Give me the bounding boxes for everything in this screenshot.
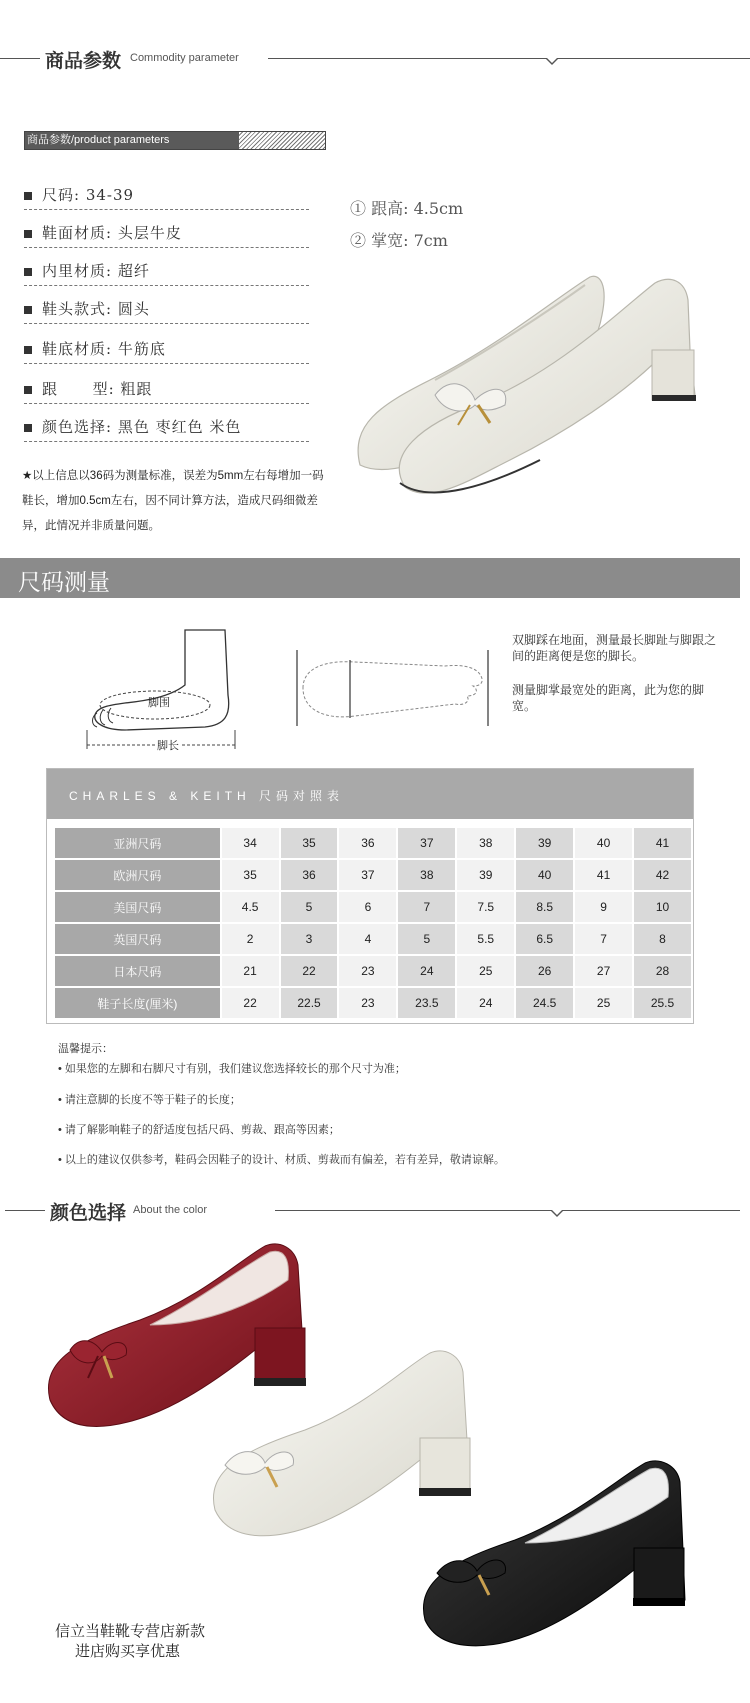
- param-label: 鞋底材质: 牛筋底: [42, 340, 166, 358]
- size-cell: 9: [575, 892, 632, 922]
- size-row-header: 鞋子长度(厘米): [55, 988, 220, 1018]
- size-cell: 27: [575, 956, 632, 986]
- size-cell: 35: [222, 860, 279, 890]
- size-cell: 36: [339, 828, 396, 858]
- size-cell: 24.5: [516, 988, 573, 1018]
- size-chart-table: [53, 826, 693, 1020]
- size-cell: 39: [516, 828, 573, 858]
- size-cell: 41: [575, 860, 632, 890]
- size-cell: 22: [281, 956, 338, 986]
- cream-shoes-pair-image: [340, 255, 730, 505]
- section-title: 商品参数: [45, 50, 122, 72]
- size-cell: 2: [222, 924, 279, 954]
- size-row: [55, 956, 691, 986]
- header-line-right: [275, 1210, 740, 1211]
- section-subtitle: About the color: [133, 1204, 207, 1216]
- size-cell: 40: [516, 860, 573, 890]
- size-cell: 39: [457, 860, 514, 890]
- tip-item: • 如果您的左脚和右脚尺寸有别，我们建议您选择较长的那个尺寸为准；: [58, 1063, 406, 1075]
- size-cell: 7: [398, 892, 455, 922]
- size-cell: 26: [516, 956, 573, 986]
- size-cell: 28: [634, 956, 691, 986]
- param-row-heel: [24, 374, 309, 404]
- size-chart-title: CHARLES & KEITH 尺码对照表: [69, 789, 345, 803]
- param-row-size: [24, 180, 309, 210]
- size-chart: [46, 768, 694, 1024]
- header-notch-inner: [551, 1209, 563, 1215]
- bullet-square-icon: [24, 306, 32, 314]
- measure-instruction-width: 测量脚掌最宽处的距离，此为您的脚宽。: [512, 683, 705, 713]
- bullet-square-icon: [24, 346, 32, 354]
- size-cell: 37: [398, 828, 455, 858]
- header-line-left: [0, 58, 40, 59]
- size-cell: 22: [222, 988, 279, 1018]
- promo-line-2: 进店购买享优惠: [75, 1643, 181, 1660]
- size-cell: 8.5: [516, 892, 573, 922]
- param-row-sole: [24, 334, 309, 364]
- size-cell: 6: [339, 892, 396, 922]
- tips-title: 温馨提示：: [58, 1043, 113, 1055]
- param-label-bar: [24, 131, 326, 150]
- size-cell: 22.5: [281, 988, 338, 1018]
- size-cell: 5.5: [457, 924, 514, 954]
- size-cell: 34: [222, 828, 279, 858]
- param-bar-hatch: [239, 132, 325, 149]
- param-label: 内里材质: 超纤: [42, 262, 150, 280]
- header-notch-inner: [546, 57, 558, 63]
- size-row: [55, 924, 691, 954]
- size-cell: 25.5: [634, 988, 691, 1018]
- size-cell: 25: [457, 956, 514, 986]
- foot-length-label: 脚长: [155, 737, 181, 753]
- foot-side-illustration: [85, 625, 255, 755]
- size-row: [55, 860, 691, 890]
- black-shoe-image: [415, 1455, 715, 1655]
- size-cell: 7: [575, 924, 632, 954]
- size-row-header: 欧洲尺码: [55, 860, 220, 890]
- param-row-lining: [24, 256, 309, 286]
- size-row-header: 美国尺码: [55, 892, 220, 922]
- param-bar-label: 商品参数/product parameters: [25, 132, 239, 149]
- size-row: [55, 828, 691, 858]
- bullet-square-icon: [24, 424, 32, 432]
- size-chart-header: [47, 769, 693, 819]
- tip-item: • 以上的建议仅供参考，鞋码会因鞋子的设计、材质、剪裁而有偏差，若有差异，敬请谅解。: [58, 1154, 505, 1166]
- param-label: 尺码: 34-39: [42, 186, 135, 204]
- banner-title: 尺码测量: [18, 570, 110, 596]
- sole-width: ② 掌宽: 7cm: [350, 231, 448, 250]
- size-cell: 8: [634, 924, 691, 954]
- param-row-color: [24, 412, 309, 442]
- size-cell: 7.5: [457, 892, 514, 922]
- size-cell: 5: [281, 892, 338, 922]
- tip-item: • 请注意脚的长度不等于鞋子的长度；: [58, 1094, 241, 1106]
- bullet-square-icon: [24, 386, 32, 394]
- section-title: 颜色选择: [50, 1202, 127, 1224]
- tip-item: • 请了解影响鞋子的舒适度包括尺码、剪裁、跟高等因素；: [58, 1124, 340, 1136]
- size-cell: 6.5: [516, 924, 573, 954]
- size-cell: 23: [339, 988, 396, 1018]
- section-subtitle: Commodity parameter: [130, 52, 239, 64]
- param-row-toe: [24, 294, 309, 324]
- size-row: [55, 892, 691, 922]
- size-cell: 42: [634, 860, 691, 890]
- size-cell: 23: [339, 956, 396, 986]
- size-cell: 37: [339, 860, 396, 890]
- param-label: 鞋面材质: 头层牛皮: [42, 224, 182, 242]
- bullet-square-icon: [24, 268, 32, 276]
- bullet-square-icon: [24, 192, 32, 200]
- heel-height: ① 跟高: 4.5cm: [350, 199, 464, 218]
- size-cell: 24: [398, 956, 455, 986]
- param-label: 鞋头款式: 圆头: [42, 300, 150, 318]
- section-header-color: [0, 1190, 750, 1230]
- size-row: [55, 988, 691, 1018]
- size-cell: 5: [398, 924, 455, 954]
- param-label: 跟 型: 粗跟: [42, 380, 153, 398]
- size-cell: 36: [281, 860, 338, 890]
- size-measure-banner: [0, 558, 740, 598]
- size-cell: 24: [457, 988, 514, 1018]
- header-line-left: [5, 1210, 45, 1211]
- header-line-right: [268, 58, 750, 59]
- bullet-square-icon: [24, 230, 32, 238]
- size-cell: 41: [634, 828, 691, 858]
- size-row-header: 亚洲尺码: [55, 828, 220, 858]
- size-cell: 40: [575, 828, 632, 858]
- param-label: 颜色选择: 黑色 枣红色 米色: [42, 418, 242, 436]
- measurement-note: ★以上信息以36码为测量标准，误差为5mm左右每增加一码鞋长，增加0.5cm左右，因不同计算方法，造成尺码细微差异，此情况并非质量问题。: [22, 470, 324, 532]
- size-cell: 38: [398, 860, 455, 890]
- measure-instruction-length: 双脚踩在地面，测量最长脚趾与脚跟之间的距离便是您的脚长。: [512, 633, 717, 663]
- size-cell: 4: [339, 924, 396, 954]
- size-cell: 23.5: [398, 988, 455, 1018]
- size-cell: 35: [281, 828, 338, 858]
- size-cell: 10: [634, 892, 691, 922]
- size-cell: 38: [457, 828, 514, 858]
- size-cell: 3: [281, 924, 338, 954]
- size-cell: 4.5: [222, 892, 279, 922]
- size-row-header: 日本尺码: [55, 956, 220, 986]
- size-cell: 21: [222, 956, 279, 986]
- promo-text: [55, 1622, 205, 1662]
- section-header-commodity: [0, 38, 750, 78]
- size-cell: 25: [575, 988, 632, 1018]
- foot-girth-label: 脚围: [148, 697, 170, 709]
- foot-top-illustration: [295, 648, 490, 728]
- promo-line-1: 信立当鞋靴专营店新款: [55, 1623, 206, 1640]
- param-row-upper: [24, 218, 309, 248]
- size-row-header: 英国尺码: [55, 924, 220, 954]
